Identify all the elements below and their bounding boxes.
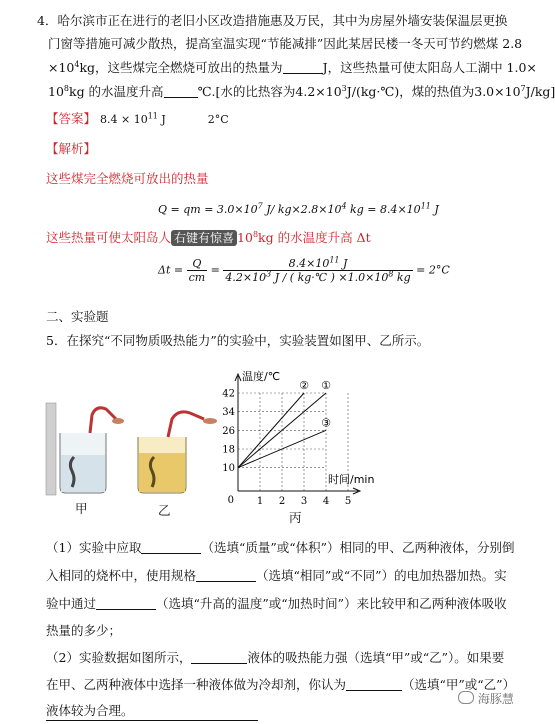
label-yi: 乙 <box>158 503 171 518</box>
series-label-1: ① <box>321 379 331 392</box>
y-tick-label-26: 26 <box>222 425 235 437</box>
section-title: 二、实验题 <box>46 309 109 324</box>
q4-line2: 门窗等措施可减少散热，提高室温实现“节能减排”因此某居民楼一冬天可节约燃煤 2.8 <box>48 36 523 51</box>
y-tick-label-10: 10 <box>222 463 235 475</box>
series-label-2: ② <box>299 379 309 392</box>
q5-part2-line2: 在甲、乙两种液体中选择一种液体做为冷却剂，你认为 （选填“甲”或“乙”） <box>46 677 516 692</box>
x-axis-label: 时间/min <box>328 473 375 486</box>
q5-part1-line3: 验中通过 （选填“升高的温度”或“加热时间”）来比较甲和乙两种液体吸收 <box>46 596 507 611</box>
q5-intro: 5．在探究“不同物质吸热能力”的实验中，实验装置如图甲、乙所示。 <box>46 333 430 348</box>
answer-value-1: $8.4 \times 10^{11}$ J <box>100 111 166 126</box>
y-tick-label-18: 18 <box>222 444 235 456</box>
chart-labels <box>222 369 374 507</box>
q5-part1-line4: 热量的多少； <box>46 623 122 638</box>
blank-temp-or-time[interactable] <box>96 596 156 610</box>
fraction-q-over-cm: $\frac{Q}{cm}$ <box>188 257 206 284</box>
blank-same-or-different[interactable] <box>196 568 256 582</box>
temperature-time-chart <box>220 362 410 512</box>
q4-line3: $\times 10^4kg$，这些煤完全燃烧可放出的热量为 J，这些热量可使太阳岛人工湖中 1.0× <box>48 59 537 75</box>
origin-label: 0 <box>227 495 234 506</box>
q5-part1-line2: 入相同的烧杯中，使用规格 （选填“相同”或“不同”）的电加热器加热。实 <box>46 568 507 583</box>
q5-part2-line1: （2）实验数据如图所示， 液体的吸热能力强（选填“甲”或“乙”）。如果要 <box>46 650 505 665</box>
blank-coolant-liquid[interactable] <box>346 677 402 691</box>
analysis-line1: 这些煤完全燃烧可放出的热量 <box>46 171 209 186</box>
x-tick-label-1: 1 <box>256 496 264 507</box>
equation-heat: Q = qm = $3.0\times 10^7$ J/ $kg\times 2.8\times 10^4$ kg = $8.4\times 10^{11}$ J <box>158 201 439 216</box>
label-jia: 甲 <box>75 501 88 516</box>
equation-temp-rise: Δt = $\frac{Q}{cm}$ = $\frac{8.4\times 10^{11} J}{4.2\times 10^3 J / ( kg\cdot℃ ) \times 1.0\times 10^8 kg}$ = 2°C <box>158 255 450 284</box>
q4-blank-heat[interactable] <box>283 60 323 74</box>
wechat-icon <box>458 691 474 704</box>
beaker-jia <box>46 403 124 495</box>
beaker-yi <box>138 412 217 493</box>
x-tick-label-4: 4 <box>322 496 330 507</box>
footnote-rule <box>46 720 258 721</box>
x-tick-label-3: 3 <box>300 496 308 507</box>
beaker-illustrations <box>46 395 226 500</box>
q4-blank-temp[interactable] <box>164 84 198 98</box>
answer-label: 【答案】 <box>46 111 97 126</box>
answer-value-2: 2°C <box>207 113 229 126</box>
q5-part1-line1: （1）实验中应取 （选填“质量”或“体积”）相同的甲、乙两种液体，分别倒 <box>46 540 515 555</box>
analysis-line2: 这些热量可使太阳岛人 右键有惊喜 $10^8kg$ 的水温度升高 Δt <box>46 229 371 245</box>
x-tick-label-5: 5 <box>344 496 352 507</box>
fraction-values: $\frac{8.4\times 10^{11} J}{4.2\times 10^3 J / ( kg\cdot℃ ) \times 1.0\times 10^8 kg}$ <box>225 255 411 284</box>
context-menu-tooltip[interactable]: 右键有惊喜 <box>171 230 237 246</box>
series-label-3: ③ <box>321 416 331 430</box>
y-axis-label: 温度/℃ <box>242 370 281 383</box>
blank-mass-or-volume[interactable] <box>141 540 201 554</box>
q4-line1: 4．哈尔滨市正在进行的老旧小区改造措施惠及万民，其中为房屋外墙安装保温层更换 <box>37 13 508 28</box>
y-tick-label-42: 42 <box>222 388 235 400</box>
label-bing: 丙 <box>289 510 302 525</box>
blank-stronger-liquid[interactable] <box>191 650 247 664</box>
q4-line4: $10^8kg$ 的水温度升高 ℃.[水的比热容为$4.2\times 10^3J/(kg\cdot℃)$，煤的热值为$3.0\times 10^7J/kg$] <box>48 83 555 99</box>
y-tick-label-34: 34 <box>222 407 235 419</box>
x-tick-label-2: 2 <box>278 496 286 507</box>
analysis-label: 【解析】 <box>46 141 97 156</box>
q5-part2-line3: 液体较为合理。 <box>46 703 134 718</box>
answer-row <box>46 111 229 128</box>
watermark: 海豚慧 <box>458 690 514 707</box>
